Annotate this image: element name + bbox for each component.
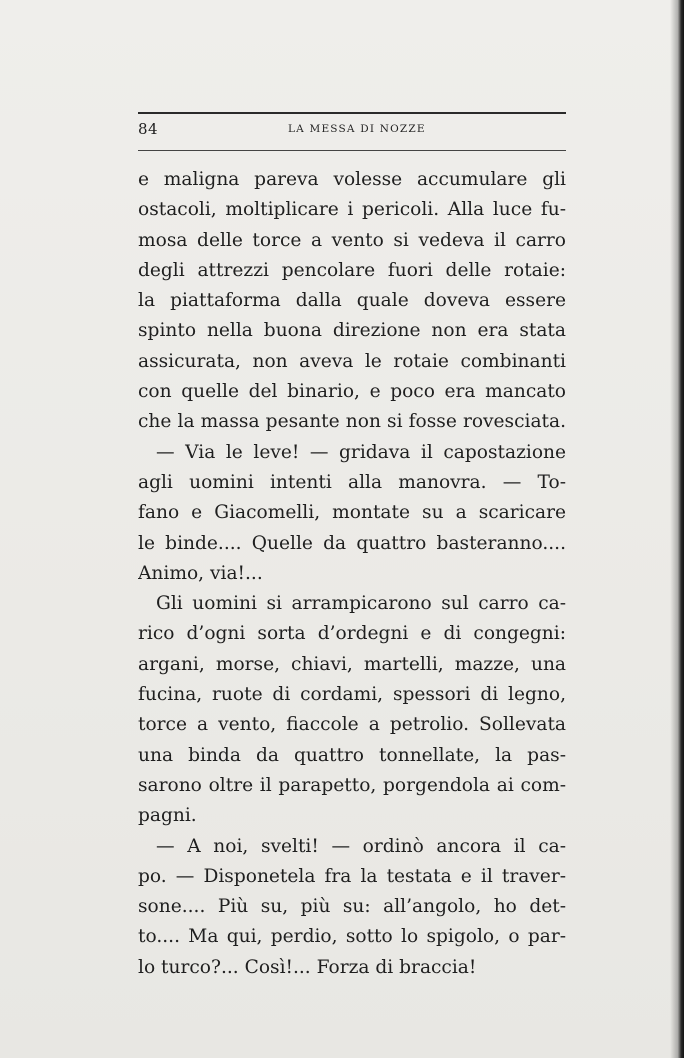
- text-line: mosa delle torce a vento si vedeva il carro: [138, 229, 566, 251]
- text-line: — A noi, svelti! — ordinò ancora il ca-: [156, 835, 566, 857]
- text-line: argani, morse, chiavi, martelli, mazze, una: [138, 653, 566, 675]
- page-edge-shadow: [670, 0, 684, 1058]
- text-line: spinto nella buona direzione non era stata: [138, 320, 566, 342]
- text-line: sarono oltre il parapetto, porgendola ai com-: [138, 774, 566, 796]
- text-line: lo turco?... Così!... Forza di braccia!: [138, 956, 477, 978]
- text-line: fucina, ruote di cordami, spessori di legno,: [138, 684, 566, 706]
- text-line: pagni.: [138, 805, 197, 827]
- text-line: una binda da quattro tonnellate, la pas-: [138, 744, 566, 766]
- text-line: Animo, via!...: [138, 562, 263, 584]
- text-line: che la massa pesante non si fosse rovesciata.: [138, 411, 566, 433]
- running-head: [138, 120, 566, 140]
- text-line: assicurata, non aveva le rotaie combinanti: [138, 350, 566, 372]
- text-line: to.... Ma qui, perdio, sotto lo spigolo, o par-: [138, 926, 566, 948]
- text-line: la piattaforma dalla quale doveva essere: [138, 290, 566, 312]
- text-line: le binde.... Quelle da quattro basteranno....: [138, 532, 566, 554]
- text-line: — Via le leve! — gridava il capostazione: [156, 441, 566, 463]
- page-number: 84: [138, 120, 159, 138]
- text-line: degli attrezzi pencolare fuori delle rotaie:: [138, 259, 566, 281]
- text-line: con quelle del binario, e poco era mancato: [138, 381, 566, 403]
- text-line: fano e Giacomelli, montate su a scaricare: [138, 502, 566, 524]
- text-line: ostacoli, moltiplicare i pericoli. Alla luce fu-: [138, 199, 566, 221]
- text-line: Gli uomini si arrampicarono sul carro ca-: [156, 593, 566, 615]
- body-text: [138, 165, 566, 983]
- header-under-rule: [138, 150, 566, 151]
- text-line: po. — Disponetela fra la testata e il traver-: [138, 865, 566, 887]
- text-line: rico d’ogni sorta d’ordegni e di congegni:: [138, 623, 566, 645]
- running-title: LA MESSA DI NOZZE: [288, 123, 426, 135]
- text-line: sone.... Più su, più su: all’angolo, ho det-: [138, 896, 566, 918]
- text-line: agli uomini intenti alla manovra. — To-: [138, 471, 566, 493]
- text-line: e maligna pareva volesse accumulare gli: [138, 169, 566, 190]
- text-line: torce a vento, fiaccole a petrolio. Sollevata: [138, 714, 566, 736]
- header-top-rule: [138, 112, 566, 114]
